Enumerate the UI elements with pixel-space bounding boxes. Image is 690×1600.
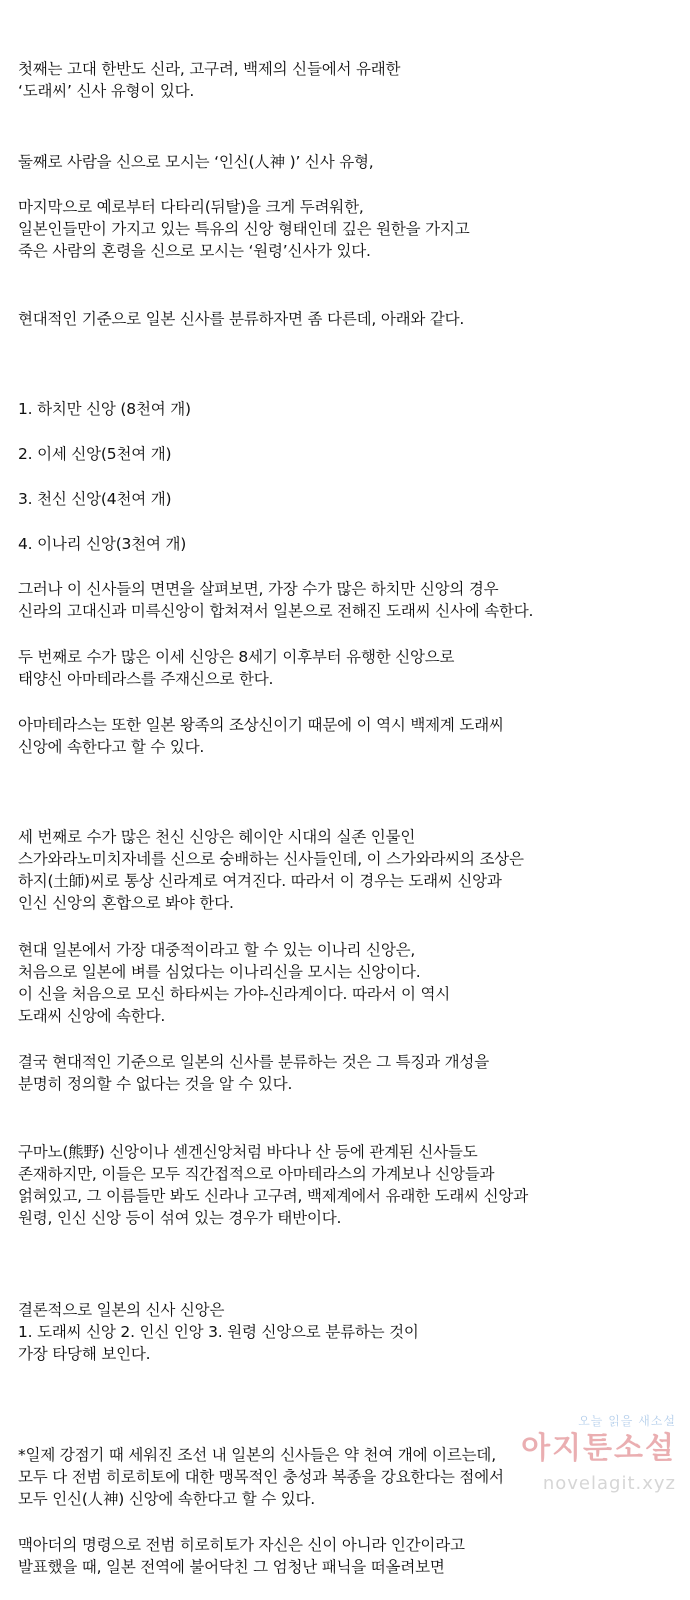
text-line: 결론적으로 일본의 신사 신앙은 [18, 1301, 225, 1319]
text-line: 1. 하치만 신앙 (8천여 개) [18, 400, 191, 418]
paragraph [18, 196, 682, 262]
text-line: 태양신 아마테라스를 주재신으로 한다. [18, 670, 274, 688]
text-line: 발표했을 때, 일본 전역에 불어닥친 그 엄청난 패닉을 떠올려보면 [18, 1558, 445, 1576]
text-line: 3. 천신 신앙(4천여 개) [18, 490, 172, 508]
text-line: *일제 강점기 때 세워진 조선 내 일본의 신사들은 약 천여 개에 이르는데, [18, 1446, 496, 1464]
paragraph [18, 646, 682, 690]
text-line: 가장 타당해 보인다. [18, 1345, 151, 1363]
text-line: 이 신을 처음으로 모신 하타씨는 가야-신라계이다. 따라서 이 역시 [18, 985, 451, 1003]
text-line: 모두 다 전범 히로히토에 대한 맹목적인 충성과 복종을 강요한다는 점에서 [18, 1468, 504, 1486]
text-line: 마지막으로 예로부터 다타리(뒤탈)을 크게 두려워한, [18, 198, 364, 216]
watermark-brand: 아지툰소설 [521, 1431, 676, 1466]
text-line: 아마테라스는 또한 일본 왕족의 조상신이기 때문에 이 역시 백제계 도래씨 [18, 716, 504, 734]
text-line: 원령, 인신 신앙 등이 섞여 있는 경우가 태반이다. [18, 1209, 342, 1227]
text-line: 인신 신앙의 혼합으로 봐야 한다. [18, 894, 234, 912]
paragraph [18, 1141, 682, 1229]
paragraph [18, 1444, 682, 1510]
paragraph [18, 443, 682, 465]
paragraph [18, 488, 682, 510]
watermark-tagline: 오늘 읽을 새소설 [578, 1414, 676, 1428]
text-line: 1. 도래씨 신앙 2. 인신 인앙 3. 원령 신앙으로 분류하는 것이 [18, 1323, 419, 1341]
watermark-url: novelagit.xyz [542, 1473, 676, 1494]
text-line: 죽은 사람의 혼령을 신으로 모시는 ‘원령’신사가 있다. [18, 242, 371, 260]
text-line: 처음으로 일본에 벼를 심었다는 이나리신을 모시는 신앙이다. [18, 963, 421, 981]
text-line: 두 번째로 수가 많은 이세 신앙은 8세기 이후부터 유행한 신앙으로 [18, 648, 455, 666]
text-line: 현대 일본에서 가장 대중적이라고 할 수 있는 이나리 신앙은, [18, 941, 416, 959]
text-line: ‘도래씨’ 신사 유형이 있다. [18, 82, 195, 100]
paragraph [18, 1534, 682, 1578]
text-line: 구마노(熊野) 신앙이나 센겐신앙처럼 바다나 산 등에 관계된 신사들도 [18, 1143, 478, 1161]
text-line: 2. 이세 신앙(5천여 개) [18, 445, 172, 463]
paragraph [18, 398, 682, 420]
text-line: 일본인들만이 가지고 있는 특유의 신앙 형태인데 깊은 원한을 가지고 [18, 220, 470, 238]
paragraph [18, 714, 682, 758]
text-line: 맥아더의 명령으로 전범 히로히토가 자신은 신이 아니라 인간이라고 [18, 1536, 465, 1554]
text-line: 첫째는 고대 한반도 신라, 고구려, 백제의 신들에서 유래한 [18, 60, 401, 78]
text-line: 현대적인 기준으로 일본 신사를 분류하자면 좀 다른데, 아래와 같다. [18, 310, 465, 328]
text-line: 존재하지만, 이들은 모두 직간접적으로 아마테라스의 가계보나 신앙들과 [18, 1165, 495, 1183]
text-line: 둘째로 사람을 신으로 모시는 ‘인신(人神 )’ 신사 유형, [18, 153, 374, 171]
paragraph [18, 1299, 682, 1365]
text-line: 얽혀있고, 그 이름들만 봐도 신라나 고구려, 백제계에서 유래한 도래씨 신앙과 [18, 1187, 528, 1205]
paragraph [18, 578, 682, 622]
text-line: 도래씨 신앙에 속한다. [18, 1007, 166, 1025]
text-line: 그러나 이 신사들의 면면을 살펴보면, 가장 수가 많은 하치만 신앙의 경우 [18, 580, 499, 598]
text-line: 결국 현대적인 기준으로 일본의 신사를 분류하는 것은 그 특징과 개성을 [18, 1053, 489, 1071]
text-line: 4. 이나리 신앙(3천여 개) [18, 535, 187, 553]
paragraph [18, 1051, 682, 1095]
text-line: 신앙에 속한다고 할 수 있다. [18, 738, 205, 756]
text-line: 신라의 고대신과 미륵신앙이 합쳐져서 일본으로 전해진 도래씨 신사에 속한다. [18, 602, 534, 620]
text-line: 세 번째로 수가 많은 천신 신앙은 헤이안 시대의 실존 인물인 [18, 828, 416, 846]
paragraph [18, 826, 682, 914]
text-line: 분명히 정의할 수 없다는 것을 알 수 있다. [18, 1075, 293, 1093]
paragraph [18, 151, 682, 173]
text-line: 하지(土師)씨로 통상 신라계로 여겨진다. 따라서 이 경우는 도래씨 신앙과 [18, 872, 502, 890]
paragraph [18, 533, 682, 555]
paragraph [18, 939, 682, 1027]
paragraph [18, 58, 682, 102]
text-line: 스가와라노미치자네를 신으로 숭배하는 신사들인데, 이 스가와라씨의 조상은 [18, 850, 524, 868]
text-line: 모두 인신(人神) 신앙에 속한다고 할 수 있다. [18, 1490, 315, 1508]
paragraph [18, 308, 682, 330]
